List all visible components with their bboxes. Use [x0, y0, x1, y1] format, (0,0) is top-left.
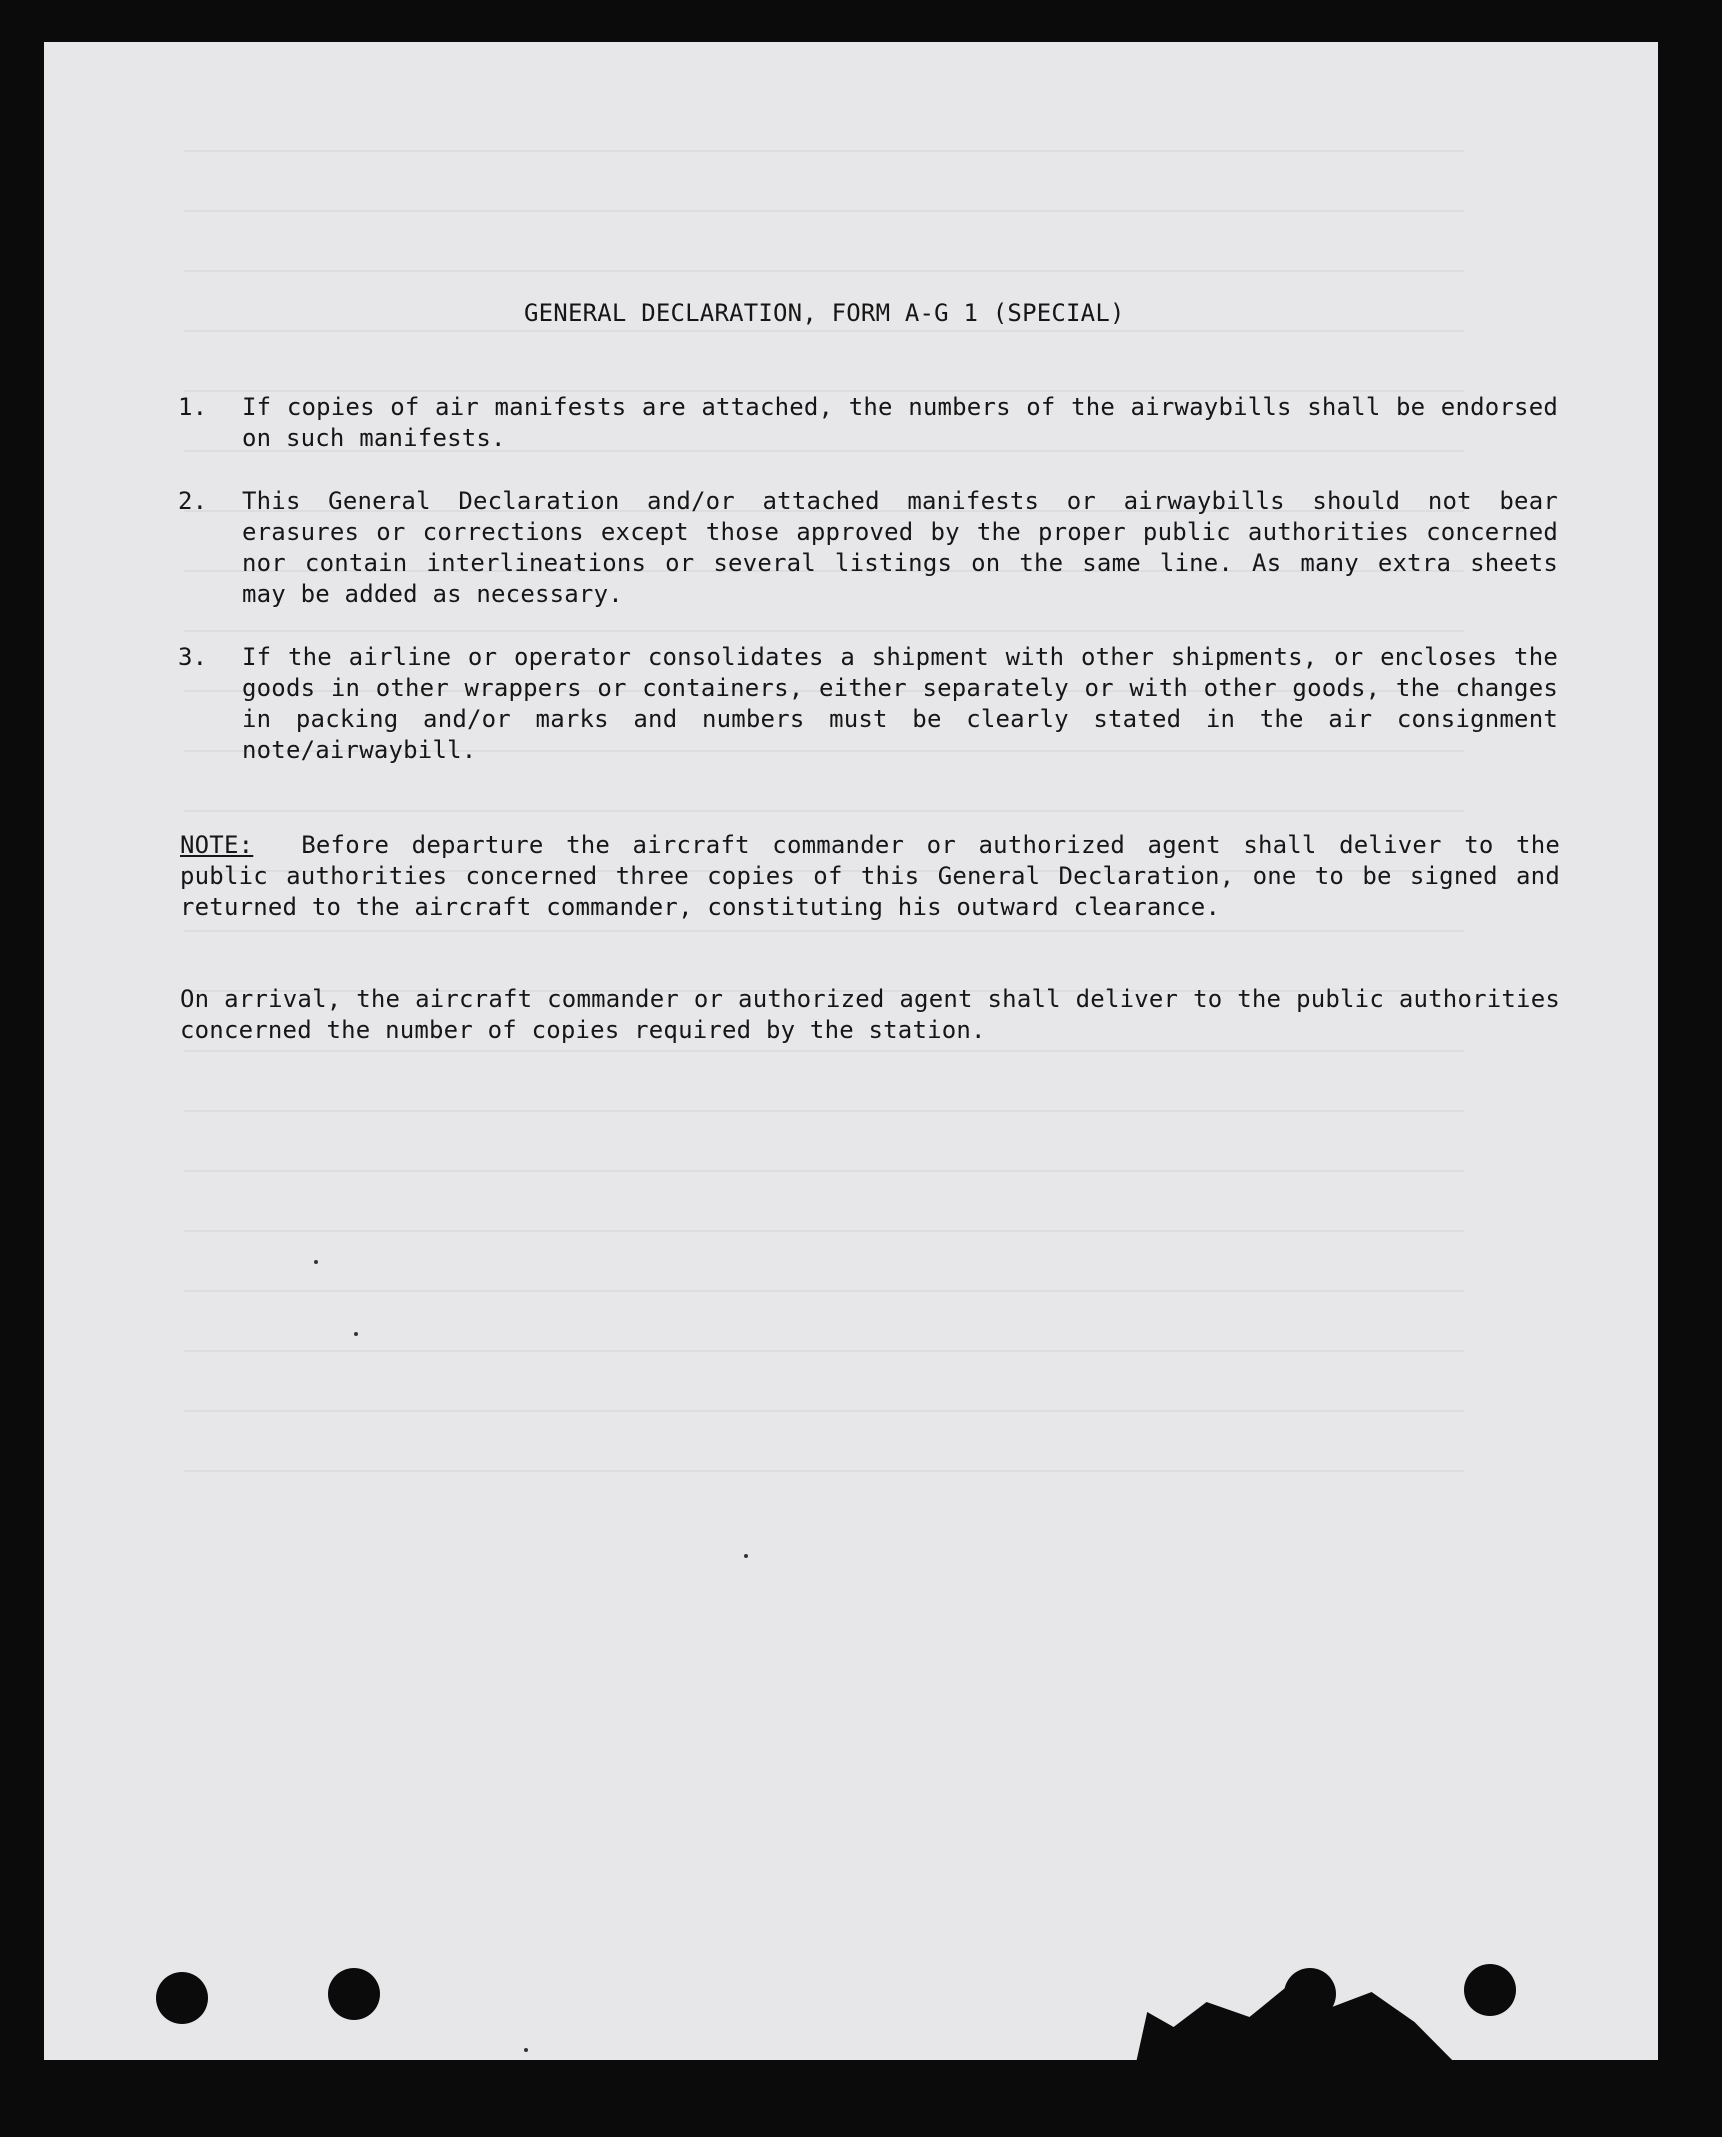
- arrival-paragraph: On arrival, the aircraft commander or authorized agent shall deliver to the public authorities concerned the number of copies required by the station.: [180, 985, 1560, 1044]
- speck: [744, 1554, 748, 1558]
- item-number: 1.: [178, 393, 208, 421]
- speck: [314, 1260, 318, 1264]
- item-number: 2.: [178, 487, 208, 515]
- item-text: This General Declaration and/or attached manifests or airwaybills should not bear erasures or corrections except those approved by the proper public authorities concerned nor contain interlineations or several listings on the same line. As many extra sheets may be added as necessary.: [242, 487, 1558, 608]
- list-item: [178, 642, 1558, 766]
- document-title: GENERAL DECLARATION, FORM A-G 1 (SPECIAL): [524, 299, 1125, 327]
- speck: [524, 2048, 528, 2052]
- list-item: [178, 392, 1558, 454]
- list-item: [178, 486, 1558, 610]
- document-page: [44, 42, 1658, 2060]
- punch-hole: [1464, 1964, 1516, 2016]
- document-body: [44, 42, 1658, 2060]
- note-paragraph: [180, 830, 1560, 923]
- speck: [354, 1332, 358, 1336]
- item-text: If copies of air manifests are attached, the numbers of the airwaybills shall be endorsed on such manifests.: [242, 393, 1558, 452]
- item-number: 3.: [178, 643, 208, 671]
- punch-hole: [328, 1968, 380, 2020]
- item-text: If the airline or operator consolidates a shipment with other shipments, or encloses the goods in other wrappers or containers, either separately or with other goods, the changes in packing and/or marks and numbers must be clearly stated in the air consignment note/airwaybill.: [242, 643, 1558, 764]
- punch-hole: [156, 1972, 208, 2024]
- note-label: NOTE:: [180, 831, 254, 859]
- note-text: Before departure the aircraft commander or authorized agent shall deliver to the public authorities concerned three copies of this General Declaration, one to be signed and returned to the aircraft commander, constituting his outward clearance.: [180, 831, 1560, 921]
